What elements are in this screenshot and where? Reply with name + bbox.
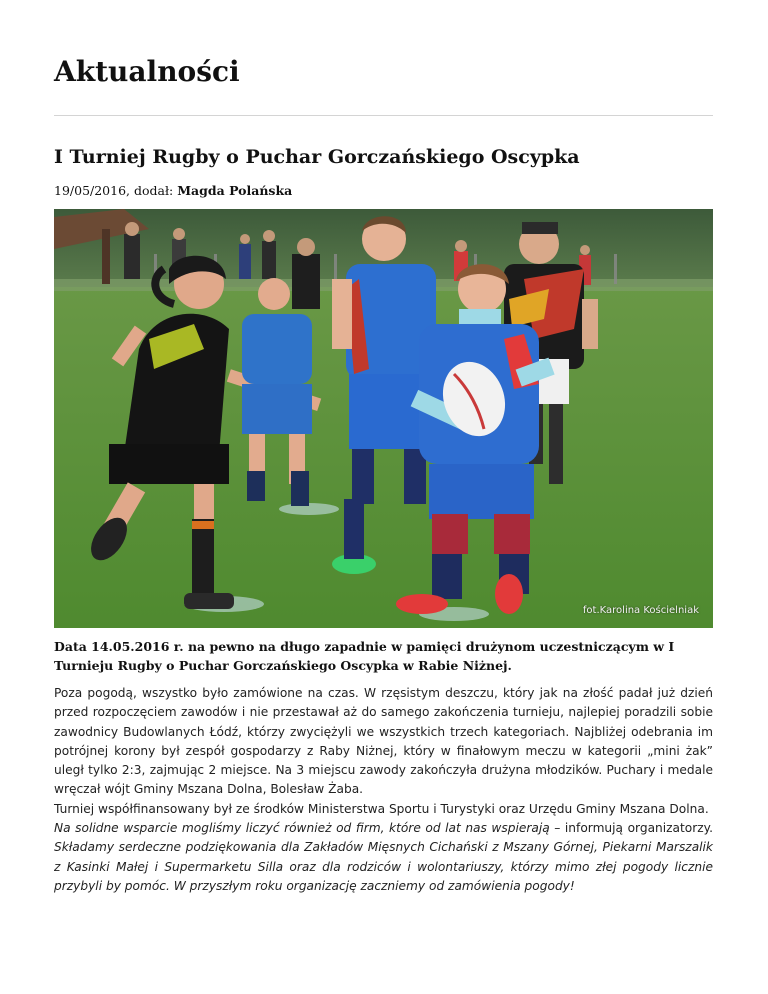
article-photo: [54, 209, 713, 628]
article-lead: Data 14.05.2016 r. na pewno na długo zapadnie w pamięci drużynom uczestniczącym w I Turnieju Rugby o Puchar Gorczańskiego Oscypka w Rabie Niżnej.: [54, 639, 675, 673]
rugby-photo-illustration: [54, 209, 713, 628]
photo-credit: fot.Karolina Kościelniak: [582, 605, 699, 616]
article-paragraph: Poza pogodą, wszystko było zamówione na czas. W rzęsistym deszczu, który jak na złość padał już dzień przed rozpoczęciem zawodów i nie przestawał aż do samego zakończenia turnieju, najlepiej poradzili sobie zawodnicy Budowlanych Łódź, którzy zwyciężyli we wszystkich trzech kategoriach. Najbliżej odebrania im potrójnej korony był zespół gospodarzy z Raby Niżnej, który w finałowym meczu w kategorii „mini żak” uległ tylko 2:3, zajmując 2 miejsce. Na 3 miejscu zawody zakończyła drużyna młodzików. Puchary i medale wręczał wójt Gminy Mszana Dolna, Bolesław Żaba.: [54, 686, 713, 797]
article-paragraph: Turniej współfinansowany był ze środków Ministerstwa Sportu i Turystyki oraz Urzędu Gminy Mszana Dolna.: [54, 801, 709, 816]
article-title[interactable]: I Turniej Rugby o Puchar Gorczańskiego Oscypka: [54, 146, 580, 168]
article-closing: [54, 819, 713, 896]
section-divider: [54, 115, 713, 116]
article-quote-attribution: – informują organizatorzy.: [549, 821, 713, 836]
article-thanks: Składamy serdeczne podziękowania dla Zakładów Mięsnych Cichański z Mszany Górnej, Piekarni Marszalik z Kasinki Małej i Supermarketu Silla oraz dla rodziców i wolontariuszy, którzy mimo złej pogody licznie przybyli by pomóc. W przyszłym roku organizację zaczniemy od zamówienia pogody!: [54, 840, 713, 893]
article-date: 19/05/2016, dodał:: [54, 183, 178, 198]
section-title: Aktualności: [54, 55, 240, 88]
article-body: [54, 684, 713, 896]
article-meta: [54, 183, 292, 198]
article-quote: Na solidne wsparcie mogliśmy liczyć również od firm, które od lat nas wspierają: [54, 821, 550, 836]
article-author[interactable]: Magda Polańska: [177, 183, 293, 198]
